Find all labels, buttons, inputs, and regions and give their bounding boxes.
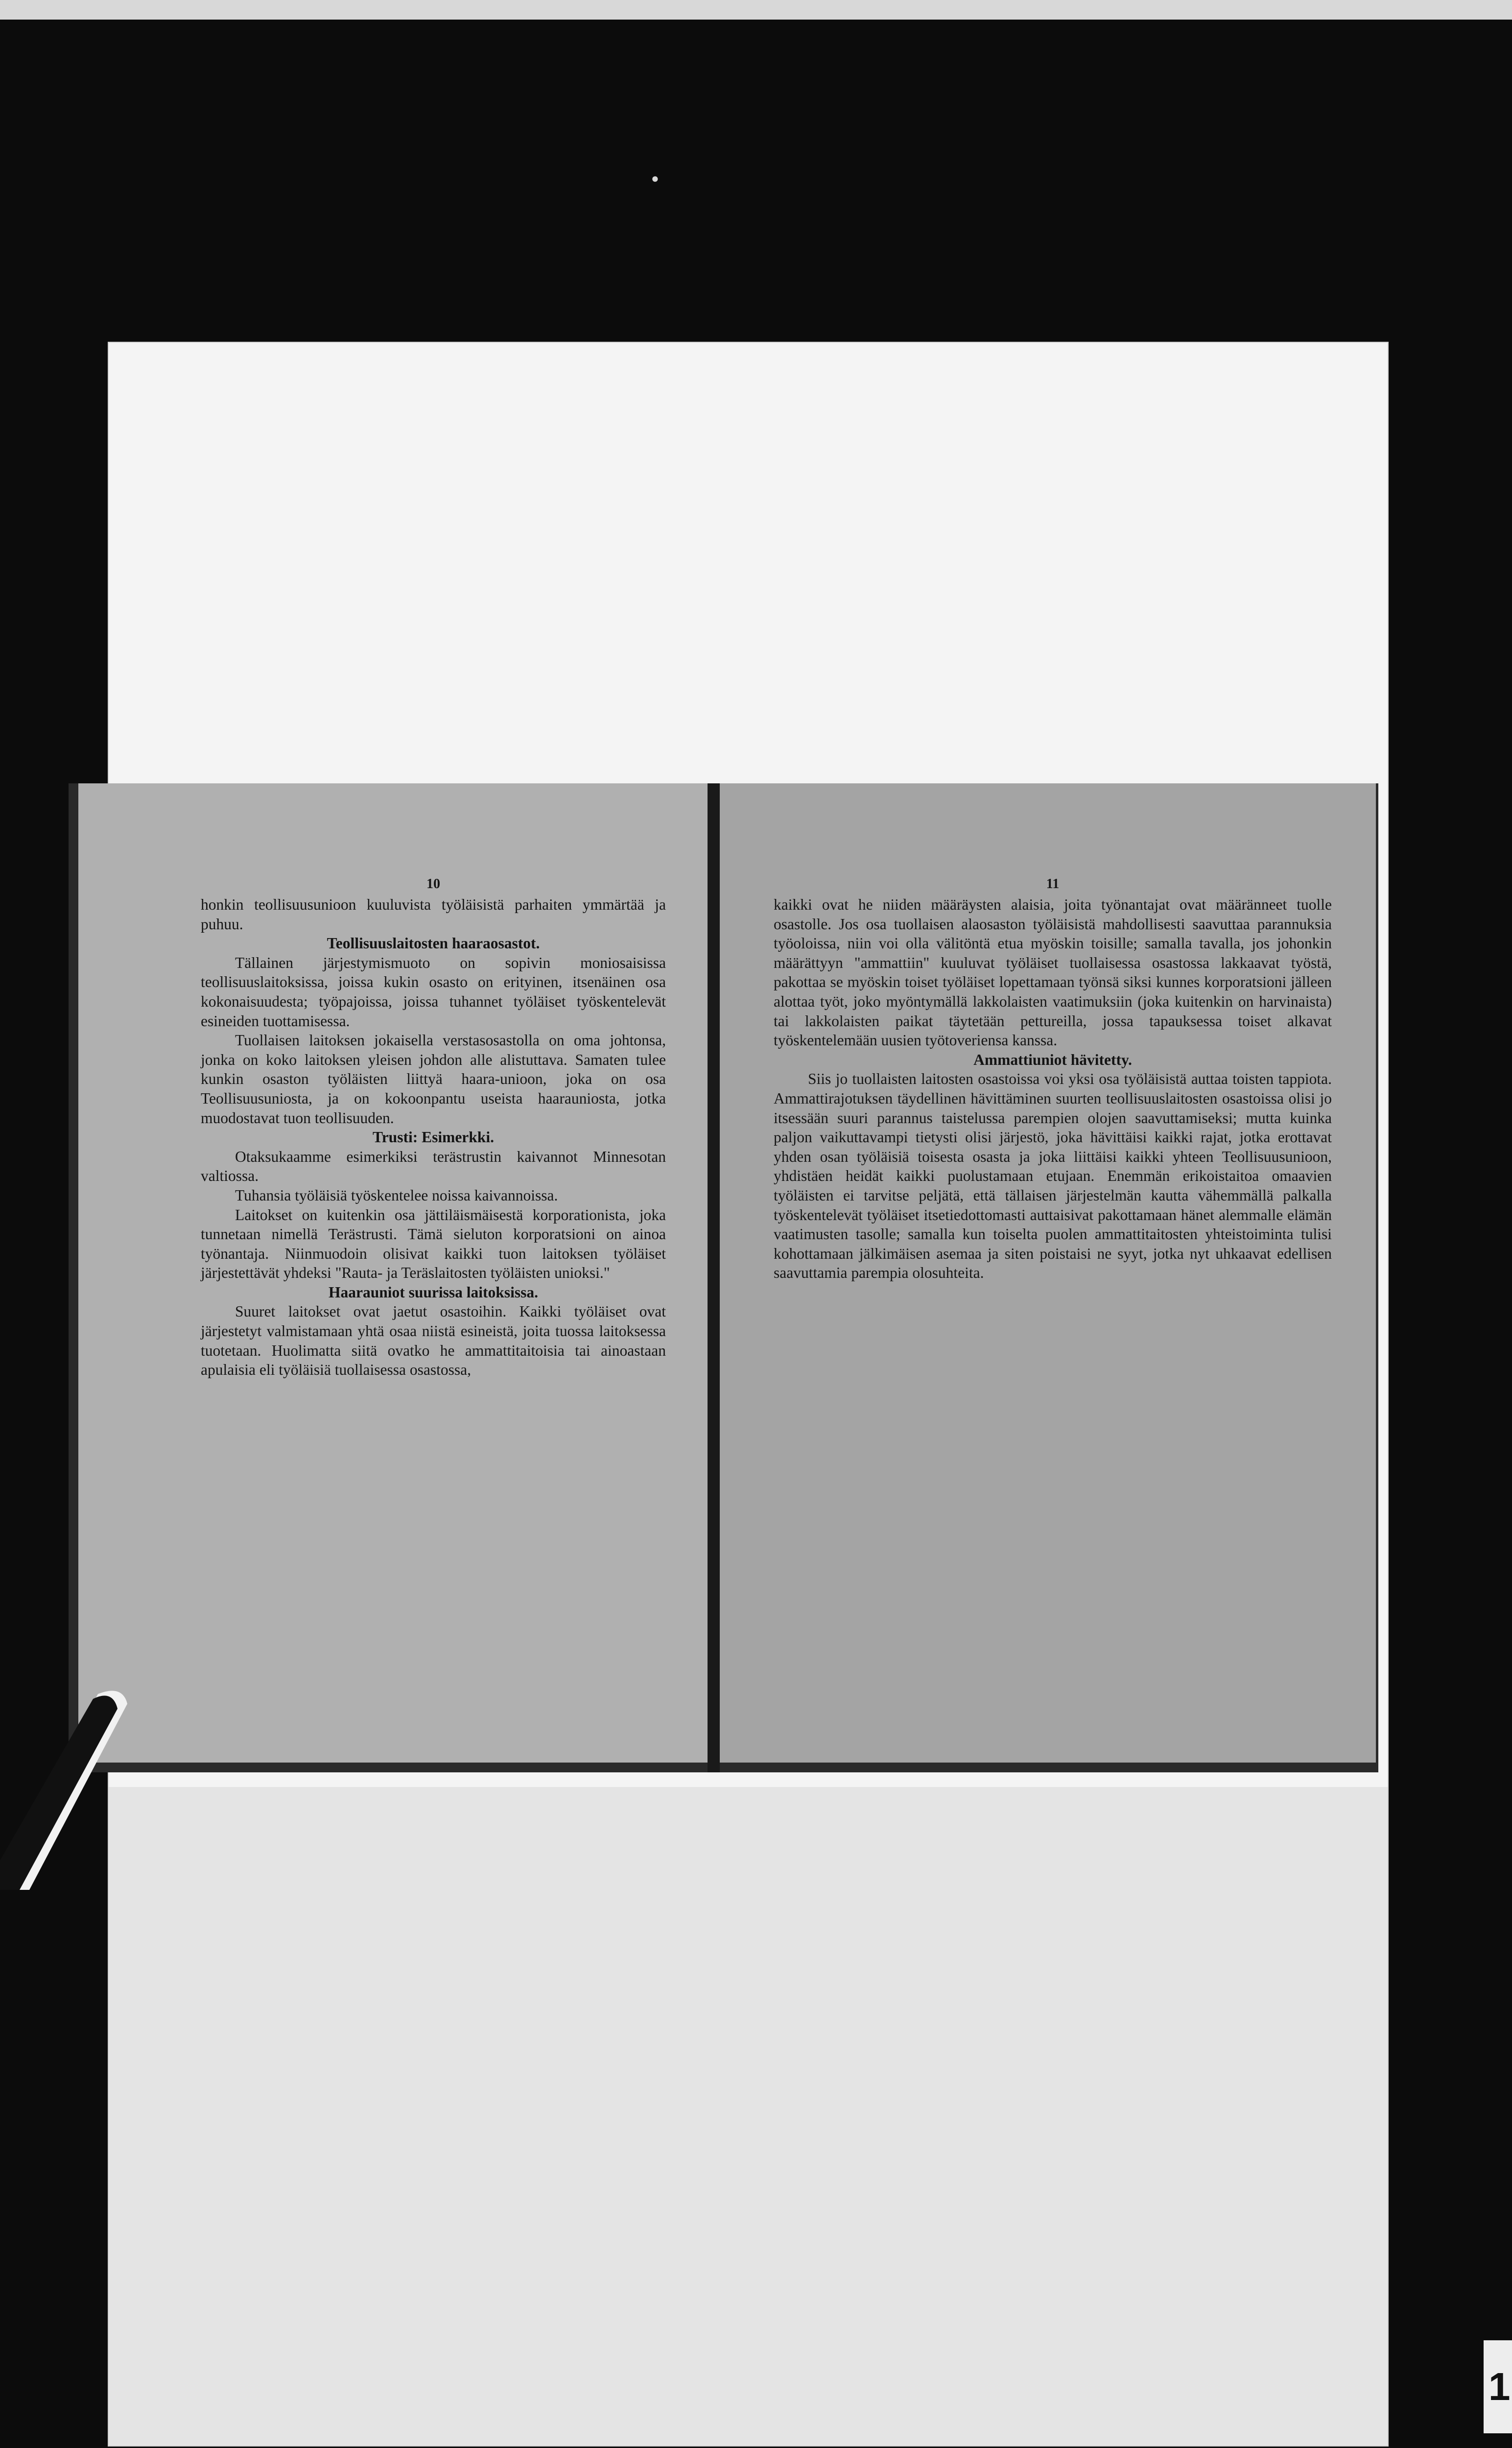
page-number: 11 <box>1046 876 1060 892</box>
paragraph: Siis jo tuollaisten laitosten osastoissa voi yksi osa työläisistä auttaa toisten tappiota. Ammattirajotuksen täydellinen hävittäminen suurten teollisuuslaitosten osastoissa olisi jo itsessään suuri parannus taistelussa parempien olojen saavuttamiseksi; mutta kuinka paljon vaikuttavampi tietysti olisi järjestö, joka hävittäisi kaikki rajat, jotka erottavat yhden osan työläisiä toisesta osasta ja joka liittäisi kaikki yhteen Teollisuusunioon, yhdistäen heidät kaikki puolustamaan etujaan. Enemmän erikoistaitoa omaavien työläisten ei tarvitse peljätä, että tällaisen järjestelmän kautta vähemmällä palkalla työskentelevät työläiset itsetiedottomasti auttaisivat pakottamaan hänet alemmalle elämän vaatimusten tasolle; samalla kun toiselta puolen ammattitaitosten yhteistoiminta tulisi kohottamaan jälkimäisen asemaa ja siten poistaisi ne syyt, jotka nyt uhkaavat edellisen saavuttamia parempia olosuhteita. <box>774 1070 1332 1282</box>
paragraph: Suuret laitokset ovat jaetut osastoihin. Kaikki työläiset ovat järjestetyt valmistamaan yhtä osaa niistä esineistä, joita tuossa laitoksessa tuotetaan. Huolimatta siitä ovatko he ammattitaitoisia tai ainoastaan apulaisia eli työläisiä tuollaisessa osastossa, <box>201 1303 666 1379</box>
backing-sheet-lower <box>109 1787 1388 2446</box>
section-heading: Haarauniot suurissa laitoksissa. <box>329 1283 538 1301</box>
paragraph: Tuollaisen laitoksen jokaisella verstasosastolla on oma johtonsa, jonka on koko laitoksen yleisen johdon alle alistuttava. Samaten tulee kunkin osaston työläisten liittyä haara-unioon, joka on osa Teollisuusuniosta, ja on kokoonpantu useista haarauniosta, jotka muodostavat tuon teollisuuden. <box>201 1032 666 1127</box>
right-page <box>720 783 1376 1763</box>
paragraph: Tällainen järjestymismuoto on sopivin moniosaisissa teollisuuslaitoksissa, joissa kukin osasto on erityinen, itsenäinen osa kokonaisuudesta; työpajoissa, joissa tuhannet työläiset työskentelevät esineiden tuottamisessa. <box>201 954 666 1030</box>
paragraph: Otaksukaamme esimerkiksi terästrustin kaivannot Minnesotan valtiossa. <box>201 1148 666 1185</box>
film-top-strip <box>0 0 1512 20</box>
right-page-text <box>774 895 1332 1283</box>
paragraph: honkin teollisuusunioon kuuluvista työläisistä parhaiten ymmärtää ja puhuu. <box>201 896 666 933</box>
left-page-text <box>201 895 666 1380</box>
paragraph: Laitokset on kuitenkin osa jättiläismäisestä korporationista, joka tunnetaan nimellä Terästrusti. Tämä sieluton korporatsioni on ainoa työnantaja. Niinmuodoin olisivat kaikki tuon laitoksen työläiset järjestettävät yhdeksi "Rauta- ja Teräslaitosten työläisten unioksi." <box>201 1206 666 1282</box>
pen-tip-graphic <box>0 1684 132 1890</box>
paragraph: kaikki ovat he niiden määräysten alaisia, joita työnantajat ovat määränneet tuolle osastolle. Jos osa tuollaisen alaosaston työläisistä mahdollisesti saavuttaa parannuksia työoloissa, niin voi olla välitöntä etua myöskin toisille; samalla tavalla, jos johonkin määrättyyn "ammattiin" kuuluvat työläiset tuollaisessa osastossa lakkaavat työstä, pakottaa se myöskin toiset työläiset lopettamaan työnsä siksi kunnes korporatsioni jälleen alottaa työt, joko myöntymällä lakkolaisten vaatimuksiin (joka kuitenkin on harvinaista) tai lakkolaisten paikat täytetään pettureilla, jossa tapauksessa toiset alkavat työskentelemään uusien työtoveriensa kanssa. <box>774 896 1332 1049</box>
open-booklet <box>69 783 1378 1772</box>
paragraph: Tuhansia työläisiä työskentelee noissa kaivannoissa. <box>235 1186 558 1204</box>
left-page <box>78 783 708 1763</box>
film-speck: ● <box>651 171 659 186</box>
edge-tab: 1 <box>1484 2340 1512 2433</box>
section-heading: Teollisuuslaitosten haaraosastot. <box>327 935 540 952</box>
section-heading: Ammattiuniot hävitetty. <box>973 1051 1132 1068</box>
page-number: 10 <box>426 876 440 892</box>
section-heading: Trusti: Esimerkki. <box>373 1129 494 1146</box>
book-gutter <box>708 783 720 1772</box>
